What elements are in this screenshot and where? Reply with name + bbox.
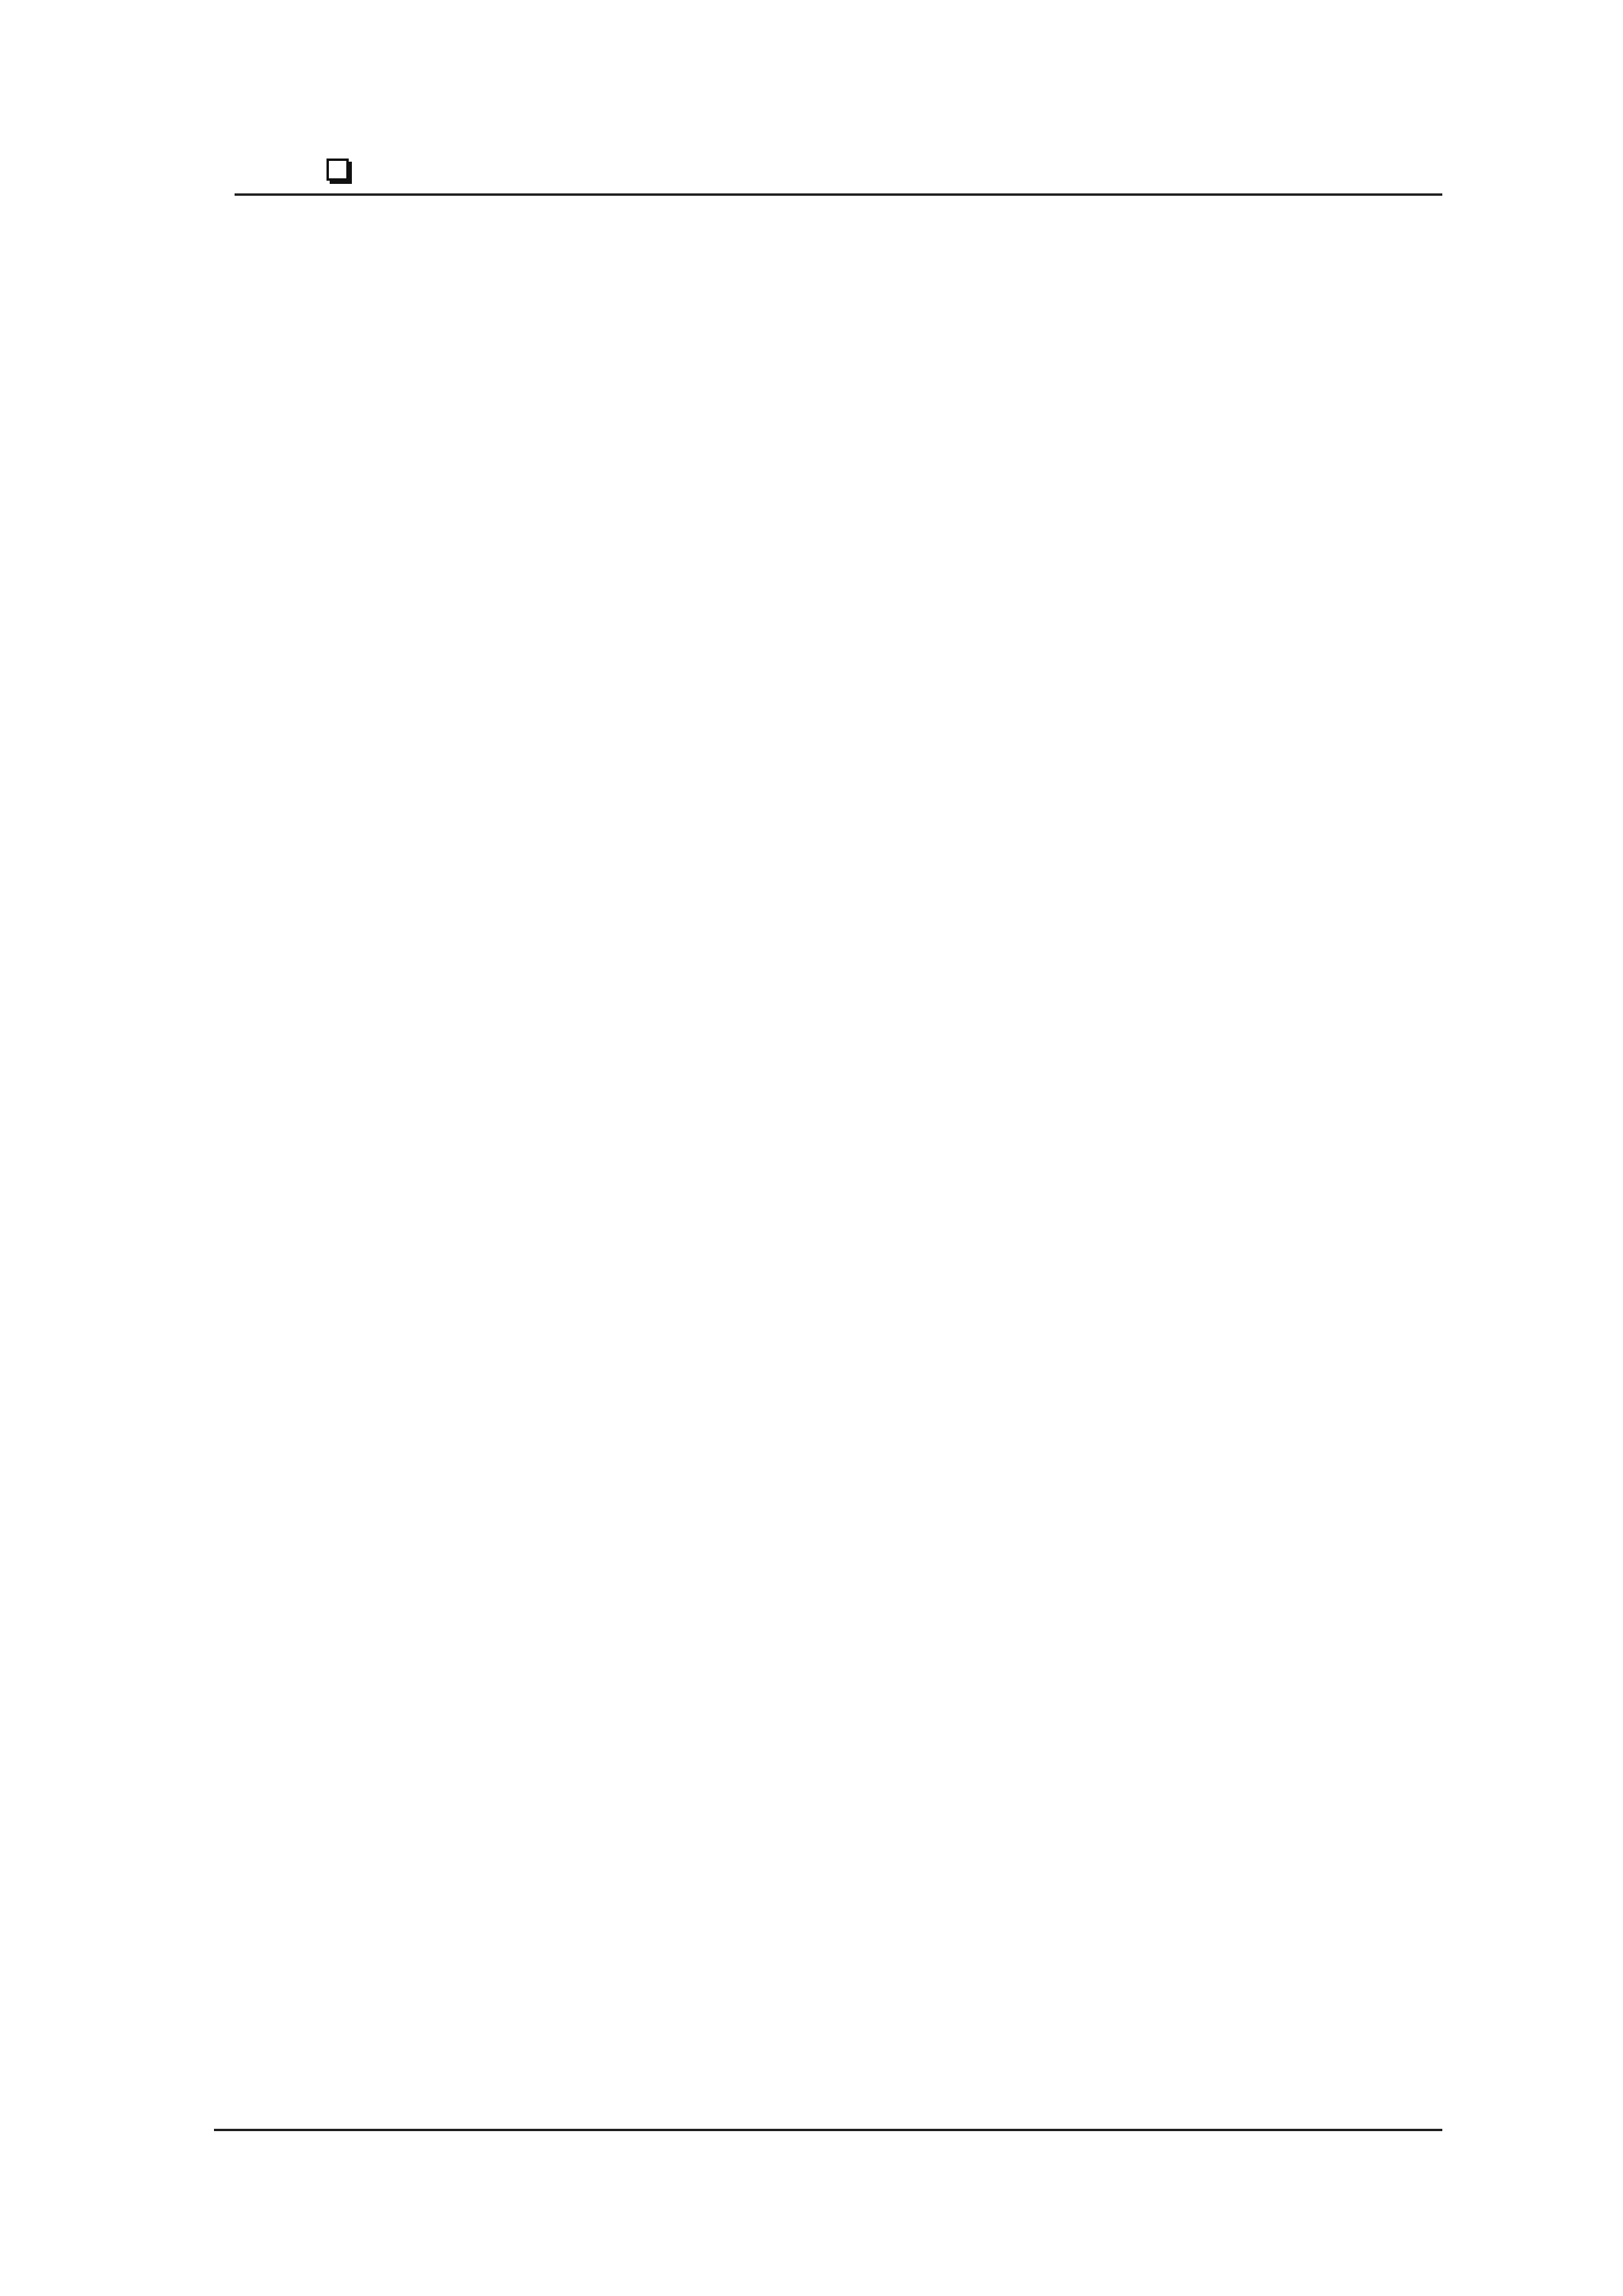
checkbox-glyph-icon (327, 159, 349, 181)
section-heading-conclusion (235, 1178, 293, 1206)
page-footer (214, 2129, 1442, 2136)
page-header (235, 155, 1442, 196)
figure-harmonic-spectrum (235, 586, 1442, 904)
